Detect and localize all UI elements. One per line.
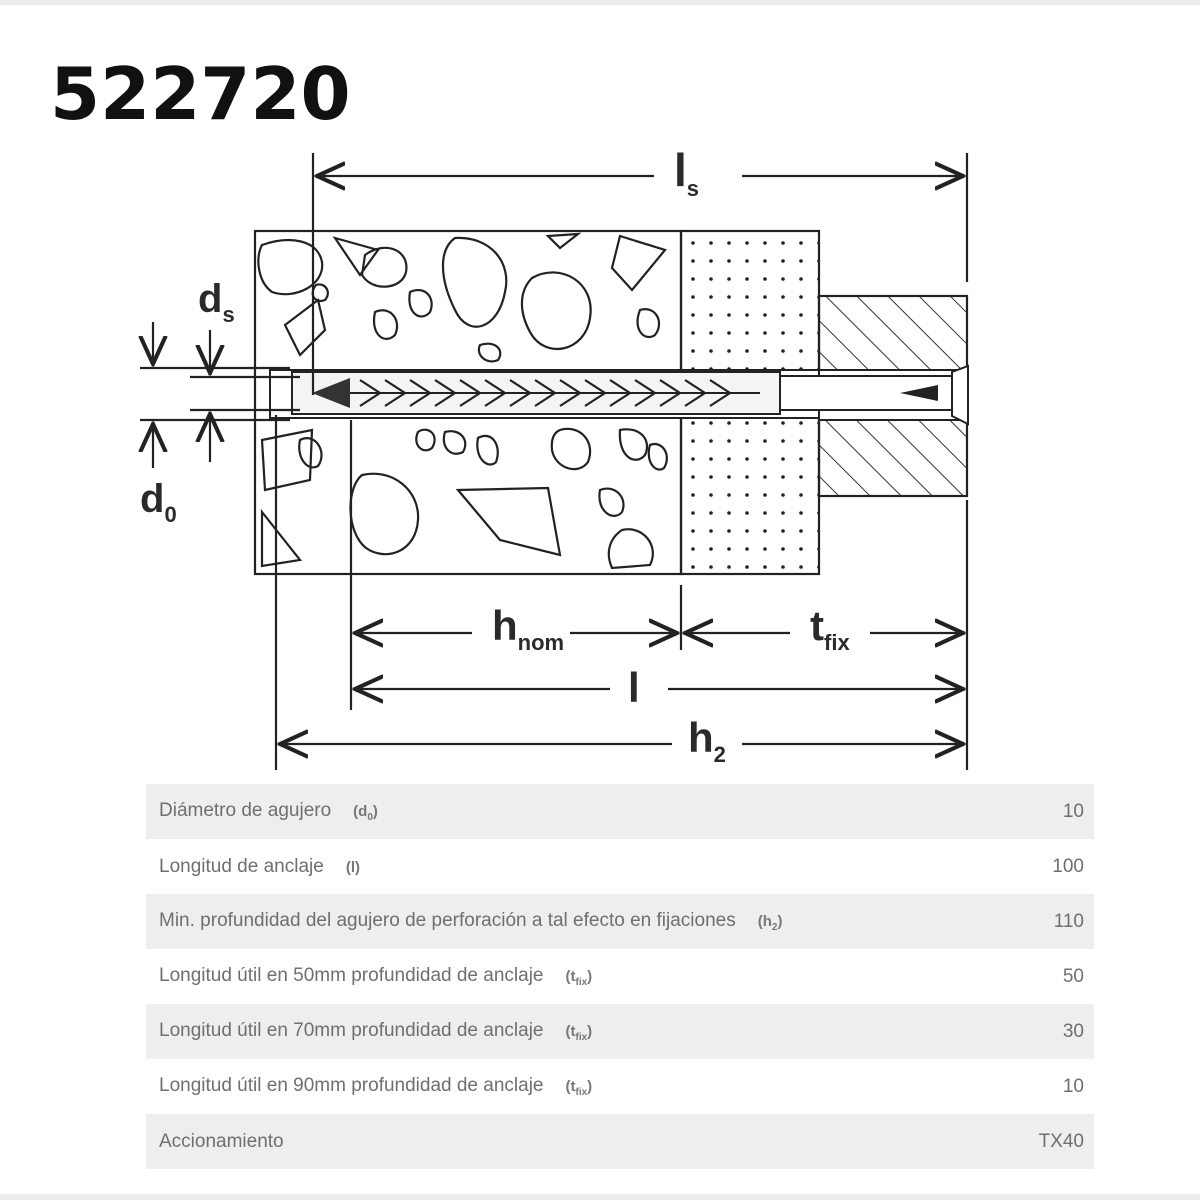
spec-label: Longitud útil en 50mm profundidad de anclaje $(t_{fix})$ (159, 965, 593, 988)
spec-value: 10 (1062, 1075, 1084, 1097)
spec-symbol: $(d_0)$ (353, 803, 378, 823)
spec-row-min-hole-depth (146, 894, 1094, 949)
spec-value: TX40 (964, 1114, 1094, 1169)
ds-label: $d_s$ (198, 277, 235, 327)
spec-label: Longitud útil en 70mm profundidad de anclaje $(t_{fix})$ (146, 1004, 964, 1059)
anchor-plug (292, 372, 780, 414)
spec-row-usable-length-90 (146, 1059, 1094, 1114)
spec-symbol: $(t_{fix})$ (565, 1023, 593, 1043)
spec-label: Min. profundidad del agujero de perforación a tal efecto en fijaciones $(h_2)$ (146, 894, 964, 949)
spec-row-drive (146, 1114, 1094, 1169)
spec-symbol: (l) (345, 858, 360, 876)
spec-symbol: $(h_2)$ (757, 913, 783, 933)
spec-value: 30 (964, 1004, 1094, 1059)
h2-label: $h_2$ (688, 714, 726, 767)
spec-row-hole-diameter (146, 784, 1094, 839)
spec-label: Diámetro de agujero $(d_0)$ (146, 784, 964, 839)
tfix-label: $t_{fix}$ (810, 602, 850, 655)
spec-value: 50 (1062, 965, 1084, 987)
l-label: l (628, 664, 640, 711)
product-code: 522720 (50, 52, 351, 136)
spec-label: Longitud útil en 90mm profundidad de anclaje $(t_{fix})$ (159, 1075, 593, 1098)
spec-label: Longitud de anclaje (l) (159, 855, 360, 877)
spec-row-usable-length-70 (146, 1004, 1094, 1059)
spec-row-usable-length-50 (146, 949, 1094, 1004)
d0-label: $d_0$ (140, 477, 177, 527)
spec-label: Accionamiento (146, 1114, 964, 1169)
spec-symbol: $(t_{fix})$ (565, 968, 593, 988)
spec-symbol: $(t_{fix})$ (565, 1078, 593, 1098)
spec-value: 110 (964, 894, 1094, 949)
bottom-border (0, 1194, 1200, 1200)
ls-label: $l_s$ (674, 144, 700, 201)
hnom-label: $h_{nom}$ (492, 602, 565, 655)
spec-value: 100 (1052, 855, 1084, 877)
spec-table (146, 784, 1094, 1169)
spec-row-anchor-length (146, 839, 1094, 894)
spec-value: 10 (964, 784, 1094, 839)
